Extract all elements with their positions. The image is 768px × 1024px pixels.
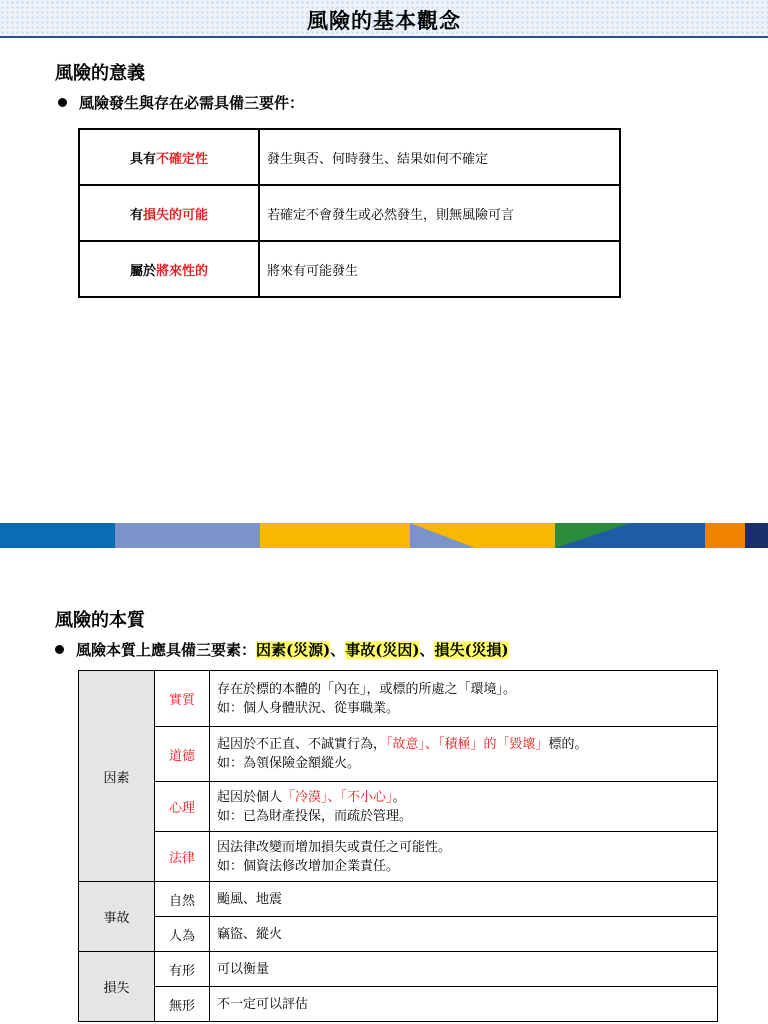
condition-key [79, 129, 259, 185]
desc-highlight: 「故意」、「積極」的「毀壞」 [386, 737, 549, 752]
table-row [79, 241, 620, 297]
desc-text: 標的。 [548, 737, 588, 752]
factor-desc [210, 671, 718, 727]
key-prefix: 有 [129, 207, 143, 223]
desc-example: 如：個資法修改增加企業責任。 [217, 858, 400, 874]
desc-text: 起因於個人 [217, 789, 283, 805]
bullet-prefix: 風險本質上應具備三要素： [76, 641, 257, 659]
desc-highlight: 「冷漠」、「不小心」 [282, 789, 393, 805]
page-title: 風險的基本觀念 [307, 8, 461, 33]
band-segment [115, 523, 260, 548]
table-row [79, 917, 718, 952]
desc-text: 起因於不正直、不誠實行為， [217, 737, 387, 752]
band-segment [260, 523, 410, 548]
desc-line [217, 735, 710, 754]
accident-desc: 颱風、地震 [210, 882, 718, 917]
factor-name: 心理 [155, 782, 210, 832]
key-highlight: 不確定性 [156, 151, 209, 167]
table-row [79, 727, 718, 782]
band-segment [745, 523, 768, 548]
condition-desc: 若確定不會發生或必然發生，則無風險可言 [259, 185, 620, 241]
bullet-three-conditions [58, 92, 304, 113]
element-cause: 因素(災源) [256, 641, 331, 659]
factor-desc [210, 832, 718, 882]
elements-table [78, 670, 718, 1022]
bullet-dot-icon [58, 98, 67, 107]
factor-desc [210, 782, 718, 832]
desc-text: 。 [392, 789, 406, 805]
separator: 、 [330, 641, 346, 659]
loss-desc: 可以衡量 [210, 952, 718, 987]
group-factor: 因素 [79, 671, 155, 882]
desc-line: 存在於標的本體的「內在」，或標的所處之「環境」。 [217, 681, 517, 697]
table-row [79, 185, 620, 241]
loss-desc: 不一定可以評估 [210, 987, 718, 1022]
table-row [79, 782, 718, 832]
title-bar [0, 0, 768, 38]
section-heading-meaning: 風險的意義 [55, 63, 145, 84]
element-loss: 損失(災損) [434, 641, 509, 659]
condition-key [79, 241, 259, 297]
bullet-text: 風險發生與存在必需具備三要件： [79, 94, 305, 112]
band-segment [705, 523, 745, 548]
condition-desc: 發生與否、何時發生、結果如何不確定 [259, 129, 620, 185]
slide-divider-band [0, 523, 768, 548]
factor-name: 法律 [155, 832, 210, 882]
factor-desc [210, 727, 718, 782]
group-accident: 事故 [79, 882, 155, 952]
factor-name: 實質 [155, 671, 210, 727]
band-segment [0, 523, 115, 548]
accident-desc: 竊盜、縱火 [210, 917, 718, 952]
loss-name: 無形 [155, 987, 210, 1022]
table-row [79, 882, 718, 917]
table-row [79, 987, 718, 1022]
factor-name: 道德 [155, 727, 210, 782]
title-underline [0, 36, 768, 38]
bullet-dot-icon [55, 645, 64, 654]
accident-name: 人為 [155, 917, 210, 952]
key-prefix: 屬於 [129, 263, 156, 279]
divider-band-graphic [0, 523, 768, 548]
key-prefix: 具有 [129, 151, 156, 167]
desc-example: 如：個人身體狀況、從事職業。 [217, 700, 400, 716]
condition-key [79, 185, 259, 241]
table-row [79, 952, 718, 987]
desc-example: 如：已為財產投保，而疏於管理。 [217, 808, 413, 824]
group-loss: 損失 [79, 952, 155, 1022]
section-heading-nature: 風險的本質 [55, 610, 145, 631]
element-accident: 事故(災因) [345, 641, 420, 659]
condition-desc: 將來有可能發生 [259, 241, 620, 297]
key-highlight: 損失的可能 [143, 207, 209, 223]
bullet-three-elements [55, 639, 509, 660]
table-row [79, 671, 718, 727]
separator: 、 [419, 641, 435, 659]
table-row [79, 832, 718, 882]
key-highlight: 將來性的 [156, 263, 209, 279]
loss-name: 有形 [155, 952, 210, 987]
table-row [79, 129, 620, 185]
desc-line: 因法律改變而增加損失或責任之可能性。 [217, 839, 452, 855]
accident-name: 自然 [155, 882, 210, 917]
desc-line [217, 788, 710, 807]
desc-example: 如：為領保險金額縱火。 [217, 756, 361, 771]
conditions-table [78, 128, 621, 298]
